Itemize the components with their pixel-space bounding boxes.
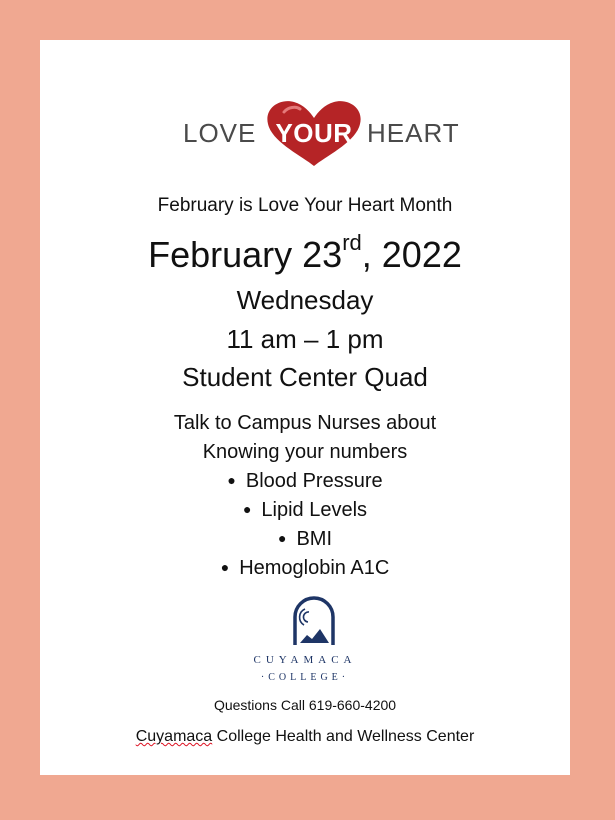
list-item: [40, 470, 570, 493]
bullet-icon: ●: [277, 529, 287, 546]
list-item-label: Blood Pressure: [245, 470, 383, 492]
bullet-icon: ●: [242, 500, 252, 517]
questions-contact: Questions Call 619-660-4200: [213, 697, 397, 713]
health-center-name: [40, 728, 570, 746]
bullet-icon: ●: [220, 558, 230, 575]
health-center-rest: College Health and Wellness Center: [212, 728, 475, 745]
list-item: [40, 499, 570, 522]
love-your-heart-logo: [40, 98, 570, 162]
list-item-label: Hemoglobin A1C: [239, 557, 390, 579]
date-main: February 23: [148, 234, 343, 275]
college-name-line-1: CUYAMACA: [253, 654, 357, 666]
info-line-2: Knowing your numbers: [202, 441, 408, 463]
month-subtitle: February is Love Your Heart Month: [157, 195, 453, 216]
date-year: , 2022: [361, 234, 462, 275]
event-date: [40, 230, 570, 276]
logo-your-text: YOUR: [275, 118, 353, 148]
list-item-label: Lipid Levels: [261, 499, 368, 521]
bullet-icon: ●: [227, 471, 236, 488]
event-location: Student Center Quad: [182, 362, 428, 392]
list-item-label: BMI: [296, 528, 333, 550]
logo-heart-text: HEART: [367, 118, 460, 148]
date-ordinal: rd: [342, 230, 362, 255]
college-name-line-2: ·COLLEGE·: [260, 672, 350, 683]
event-time: 11 am – 1 pm: [226, 324, 384, 354]
spellcheck-word: Cuyamaca: [135, 728, 213, 745]
info-line-1: Talk to Campus Nurses about: [173, 412, 437, 434]
flyer-page: [40, 40, 570, 775]
logo-love-text: LOVE: [183, 118, 257, 148]
list-item: [40, 528, 570, 551]
list-item: [40, 557, 570, 580]
event-day: Wednesday: [236, 285, 374, 315]
college-logo-icon: [291, 595, 337, 647]
